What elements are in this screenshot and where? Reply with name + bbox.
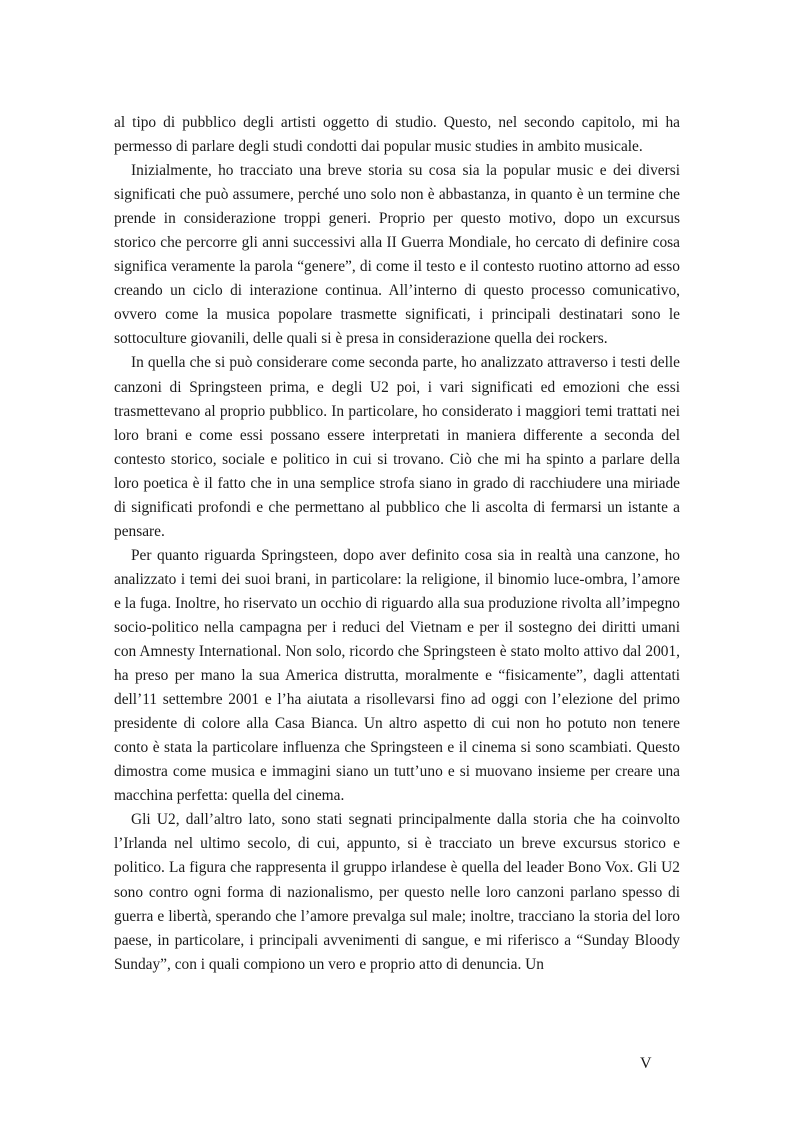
- page-number: V: [640, 1055, 652, 1072]
- paragraph-springsteen: Per quanto riguarda Springsteen, dopo aver definito cosa sia in realtà una canzone, ho analizzato i temi dei suoi brani, in particolare: la religione, il binomio luce-ombra, l’amore e la fuga. Inoltre, ho riservato un occhio di riguardo alla sua produzione rivolta all’impegno socio-politico nella campagna per i reduci del Vietnam e per il sostegno dei diritti umani con Amnesty International. Non solo, ricordo che Springsteen è stato molto attivo dal 2001, ha preso per mano la sua America distrutta, moralmente e “fisicamente”, dagli attentati dell’11 settembre 2001 e l’ha aiutata a risollevarsi fino ad oggi con l’elezione del primo presidente di colore alla Casa Bianca. Un altro aspetto di cui non ho potuto non tenere conto è stata la particolare influenza che Springsteen e il cinema si sono scambiati. Questo dimostra come musica e immagini siano un tutt’uno e si muovano insieme per creare una macchina perfetta: quella del cinema.: [114, 546, 680, 805]
- paragraph-popular-music: Inizialmente, ho tracciato una breve storia su cosa sia la popular music e dei diversi significati che può assumere, perché uno solo non è abbastanza, in quanto è un termine che prende in considerazione troppi generi. Proprio per questo motivo, dopo un excursus storico che percorre gli anni successivi alla II Guerra Mondiale, ho cercato di definire cosa significa veramente la parola “genere”, di come il testo e il contesto ruotino attorno ad esso creando un ciclo di interazione continua. All’interno di questo processo comunicativo, ovvero come la musica popolare trasmette significati, i principali destinatari sono le sottoculture giovanili, delle quali si è presa in considerazione quella dei rockers.: [114, 162, 680, 348]
- paragraph-continuation: al tipo di pubblico degli artisti oggetto di studio. Questo, nel secondo capitolo, mi ha permesso di parlare degli studi condotti dai popular music studies in ambito musicale.: [114, 114, 680, 156]
- paragraph-second-part: In quella che si può considerare come seconda parte, ho analizzato attraverso i testi delle canzoni di Springsteen prima, e degli U2 poi, i vari significati ed emozioni che essi trasmettevano al proprio pubblico. In particolare, ho considerato i maggiori temi trattati nei loro brani e come essi possano essere interpretati in maniera differente a seconda del contesto storico, sociale e politico in cui si trovano. Ciò che mi ha spinto a parlare della loro poetica è il fatto che in una semplice strofa siano in grado di racchiudere una miriade di significati profondi e che permettano al pubblico che li ascolta di fermarsi un istante a pensare.: [114, 354, 680, 540]
- body-text: [114, 111, 680, 977]
- paragraph-u2: Gli U2, dall’altro lato, sono stati segnati principalmente dalla storia che ha coinvolto l’Irlanda nel ultimo secolo, di cui, appunto, si è tracciato un breve excursus storico e politico. La figura che rappresenta il gruppo irlandese è quella del leader Bono Vox. Gli U2 sono contro ogni forma di nazionalismo, per questo nelle loro canzoni parlano spesso di guerra e libertà, sperando che l’amore prevalga sul male; inoltre, tracciano la storia del loro paese, in particolare, i principali avvenimenti di sangue, e mi riferisco a “Sunday Bloody Sunday”, con i quali compiono un vero e proprio atto di denuncia. Un: [114, 811, 680, 973]
